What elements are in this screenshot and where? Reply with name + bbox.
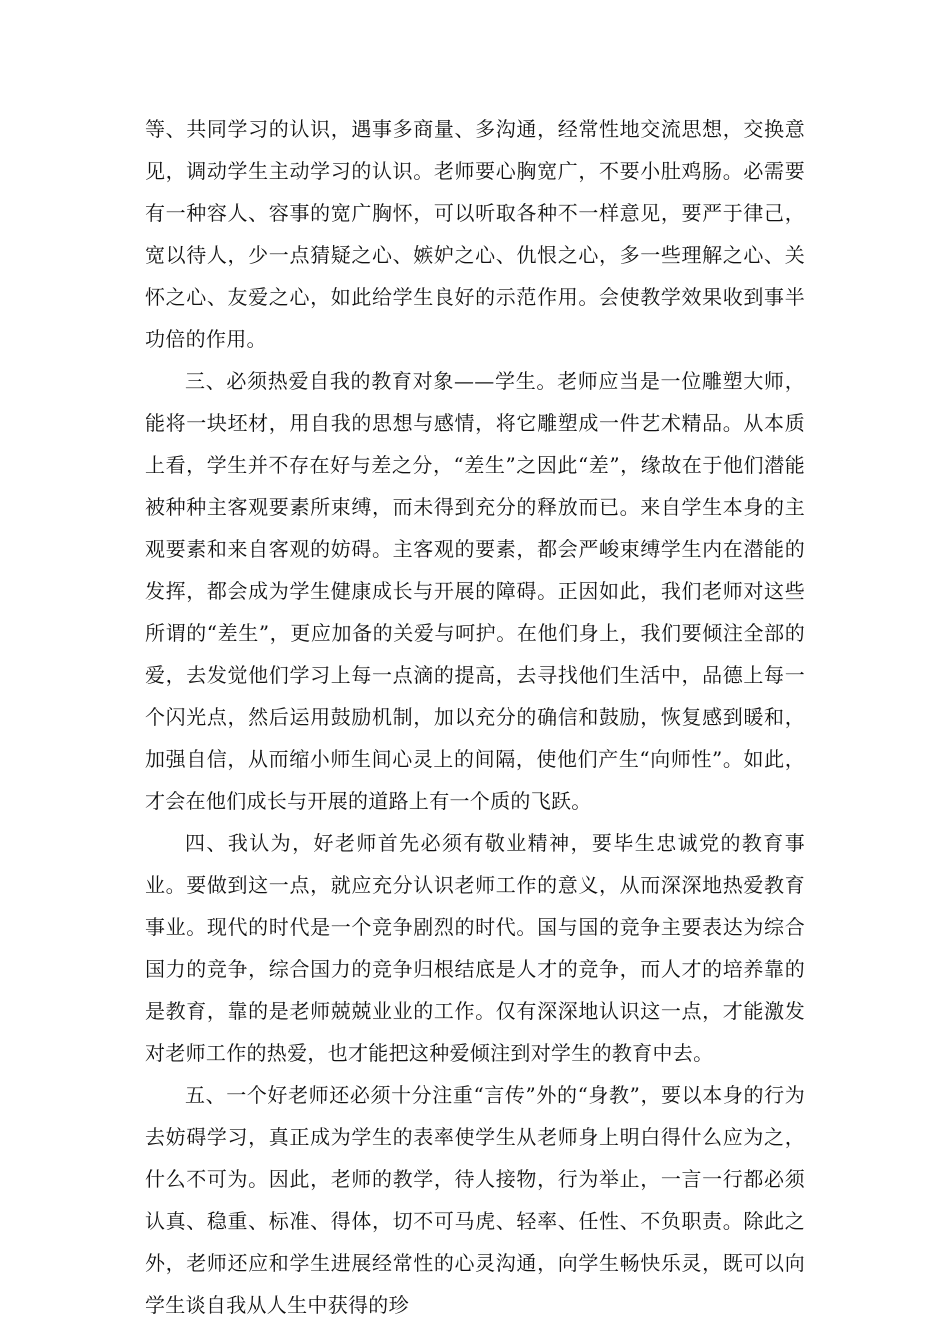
document-body (145, 108, 805, 1326)
paragraph-five: 五、一个好老师还必须十分注重“言传”外的“身教”，要以本身的行为去妨碍学习，真正成为学生的表率使学生从老师身上明白得什么应为之，什么不可为。因此，老师的教学，待人接物，行为举止，一言一行都必须认真、稳重、标准、得体，切不可马虎、轻率、任性、不负职责。除此之外，老师还应和学生进展经常性的心灵沟通，向学生畅快乐灵，既可以向学生谈自我从人生中获得的珍 (145, 1083, 805, 1317)
paragraph-four: 四、我认为，好老师首先必须有敬业精神，要毕生忠诚党的教育事业。要做到这一点，就应充分认识老师工作的意义，从而深深地热爱教育事业。现代的时代是一个竞争剧烈的时代。国与国的竞争主要表达为综合国力的竞争，综合国力的竞争归根结底是人才的竞争，而人才的培养靠的是教育，靠的是老师兢兢业业的工作。仅有深深地认识这一点，才能激发对老师工作的热爱，也才能把这种爱倾注到对学生的教育中去。 (145, 831, 805, 1065)
paragraph-continuation: 等、共同学习的认识，遇事多商量、多沟通，经常性地交流思想，交换意见，调动学生主动学习的认识。老师要心胸宽广，不要小肚鸡肠。必需要有一种容人、容事的宽广胸怀，可以听取各种不一样意见，要严于律己，宽以待人，少一点猜疑之心、嫉妒之心、仇恨之心，多一些理解之心、关怀之心、友爱之心，如此给学生良好的示范作用。会使教学效果收到事半功倍的作用。 (145, 117, 805, 351)
paragraph-three: 三、必须热爱自我的教育对象——学生。老师应当是一位雕塑大师，能将一块坯材，用自我的思想与感情，将它雕塑成一件艺术精品。从本质上看，学生并不存在好与差之分，“差生”之因此“差”，缘故在于他们潜能被种种主客观要素所束缚，而未得到充分的释放而已。来自学生本身的主观要素和来自客观的妨碍。主客观的要素，都会严峻束缚学生内在潜能的发挥，都会成为学生健康成长与开展的障碍。正因如此，我们老师对这些所谓的“差生”，更应加备的关爱与呵护。在他们身上，我们要倾注全部的爱，去发觉他们学习上每一点滴的提高，去寻找他们生活中，品德上每一个闪光点，然后运用鼓励机制，加以充分的确信和鼓励，恢复感到暖和，加强自信，从而缩小师生间心灵上的间隔，使他们产生“向师性”。如此，才会在他们成长与开展的道路上有一个质的飞跃。 (145, 369, 805, 813)
